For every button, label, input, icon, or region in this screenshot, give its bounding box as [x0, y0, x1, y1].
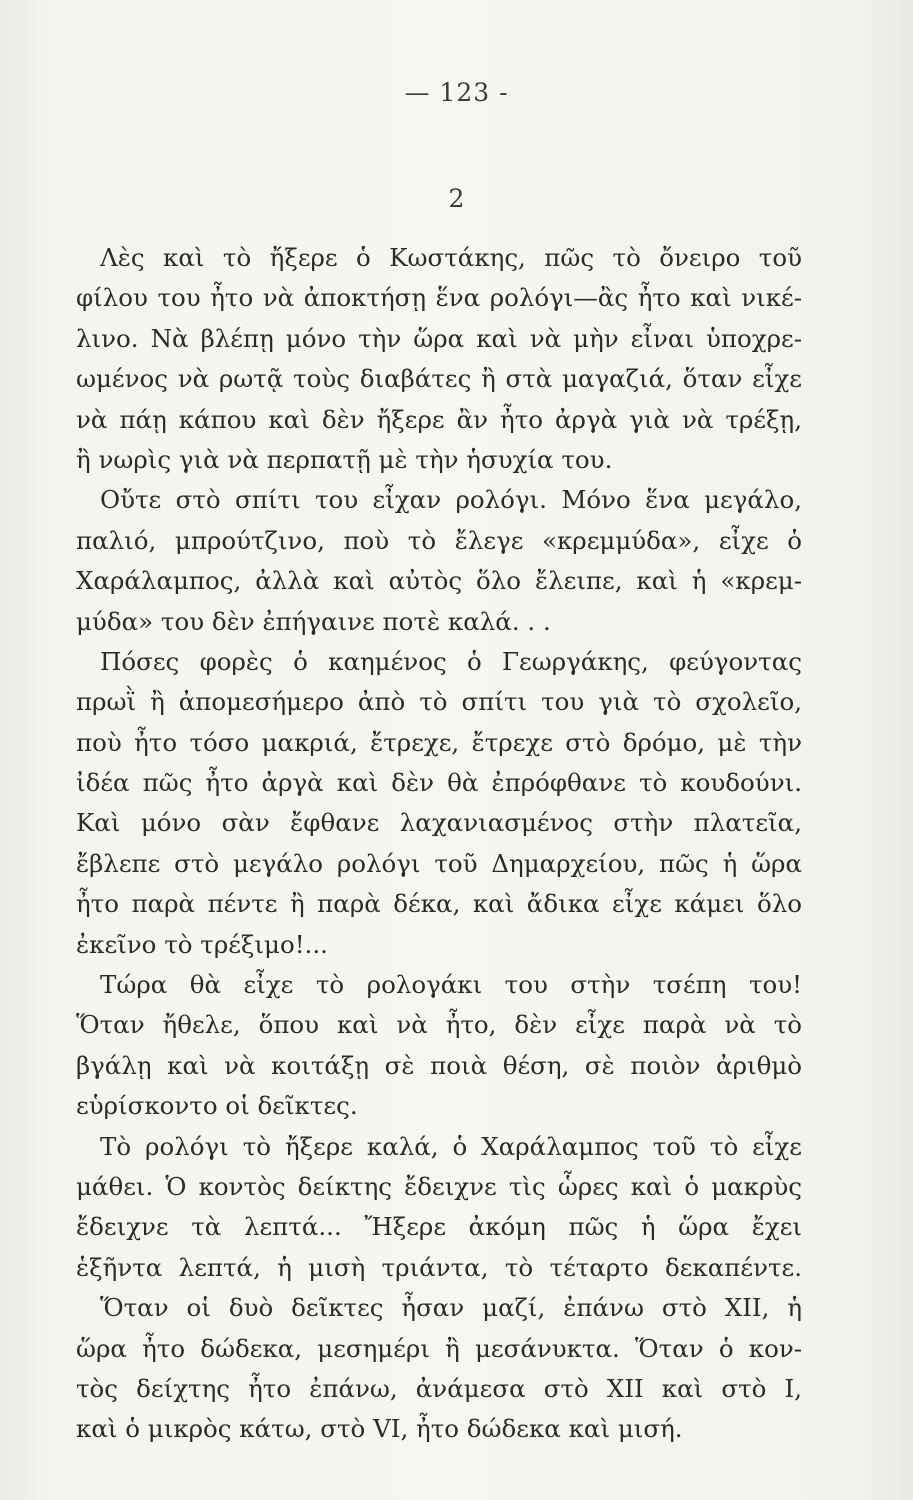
text-line: ἑξῆντα λεπτά, ἡ μισὴ τριάντα, τὸ τέταρτο δεκαπέντε. [76, 1252, 802, 1282]
text-line: Πόσες φορὲς ὁ καημένος ὁ Γεωργάκης, φεύγοντας [100, 646, 802, 676]
text-line: καὶ ὁ μικρὸς κάτω, στὸ VI, ἦτο δώδεκα καὶ μισή. [76, 1414, 683, 1444]
text-line: νὰ πάῃ κάπου καὶ δὲν ἤξερε ἂν ἦτο ἀργὰ γιὰ νὰ τρέξῃ, [76, 404, 802, 434]
text-line: ὥρα ἦτο δώδεκα, μεσημέρι ἢ μεσάνυκτα. Ὅταν ὁ κον- [76, 1333, 802, 1363]
text-line: πρωῒ ἢ ἀπομεσήμερο ἀπὸ τὸ σπίτι του γιὰ τὸ σχολεῖο, [76, 687, 802, 717]
text-line: Ὅταν ἤθελε, ὅπου καὶ νὰ ἦτο, δὲν εἶχε παρὰ νὰ τὸ [76, 1010, 802, 1040]
text-line: μάθει. Ὁ κοντὸς δείκτης ἔδειχνε τὶς ὧρες καὶ ὁ μακρὺς [76, 1171, 802, 1201]
text-line: φίλου του ἦτο νὰ ἀποκτήσῃ ἕνα ρολόγι—ἂς ἦτο καὶ νικέ- [76, 283, 802, 313]
text-line: ἢ νωρὶς γιὰ νὰ περπατῇ μὲ τὴν ἡσυχία του. [76, 444, 613, 474]
text-line: Τὸ ρολόγι τὸ ἤξερε καλά, ὁ Χαράλαμπος τοῦ τὸ εἶχε [100, 1131, 802, 1161]
body-text [76, 238, 802, 1450]
text-line: ωμένος νὰ ρωτᾷ τοὺς διαβάτες ἢ στὰ μαγαζιά, ὅταν εἶχε [76, 364, 802, 394]
text-line: μύδα» του δὲν ἐπήγαινε ποτὲ καλά. . . [76, 606, 551, 636]
text-line: Χαράλαμπος, ἀλλὰ καὶ αὐτὸς ὅλο ἔλειπε, καὶ ἡ «κρεμ- [76, 566, 802, 596]
text-line: Καὶ μόνο σὰν ἔφθανε λαχανιασμένος στὴν πλατεῖα, [76, 808, 802, 838]
text-line: εὑρίσκοντο οἱ δεῖκτες. [76, 1091, 358, 1121]
text-line: Τώρα θὰ εἶχε τὸ ρολογάκι του στὴν τσέπη του! [100, 970, 802, 1000]
text-line: βγάλῃ καὶ νὰ κοιτάξῃ σὲ ποιὰ θέση, σὲ ποιὸν ἀριθμὸ [76, 1050, 802, 1080]
text-line: παλιό, μπρούτζινο, ποὺ τὸ ἔλεγε «κρεμμύδα», εἶχε ὁ [76, 525, 802, 555]
text-line: Ὅταν οἱ δυὸ δεῖκτες ἦσαν μαζί, ἐπάνω στὸ XII, ἡ [100, 1293, 802, 1323]
text-line: Λὲς καὶ τὸ ἤξερε ὁ Κωστάκης, πῶς τὸ ὄνειρο τοῦ [100, 243, 802, 272]
text-line: ἦτο παρὰ πέντε ἢ παρὰ δέκα, καὶ ἄδικα εἶχε κάμει ὅλο [76, 889, 802, 919]
text-line: ἰδέα πῶς ἦτο ἀργὰ καὶ δὲν θὰ ἐπρόφθανε τὸ κουδούνι. [76, 768, 802, 798]
page-number: — 123 - [404, 78, 509, 107]
text-line: ἔβλεπε στὸ μεγάλο ρολόγι τοῦ Δημαρχείου, πῶς ἡ ὥρα [76, 848, 802, 878]
section-number: 2 [448, 184, 465, 213]
text-line: Οὔτε στὸ σπίτι του εἶχαν ρολόγι. Μόνο ἕνα μεγάλο, [100, 485, 802, 515]
text-line: ἐκεῖνο τὸ τρέξιμο!... [76, 929, 328, 959]
text-line: λινο. Νὰ βλέπῃ μόνο τὴν ὥρα καὶ νὰ μὴν εἶναι ὑποχρε- [76, 323, 802, 353]
text-line: ποὺ ἦτο τόσο μακριά, ἔτρεχε, ἔτρεχε στὸ δρόμο, μὲ τὴν [76, 727, 802, 757]
text-line: ἔδειχνε τὰ λεπτά... Ἤξερε ἀκόμη πῶς ἡ ὥρα ἔχει [76, 1212, 802, 1242]
text-line: τὸς δείχτης ἦτο ἐπάνω, ἀνάμεσα στὸ XII καὶ στὸ I, [76, 1373, 802, 1403]
